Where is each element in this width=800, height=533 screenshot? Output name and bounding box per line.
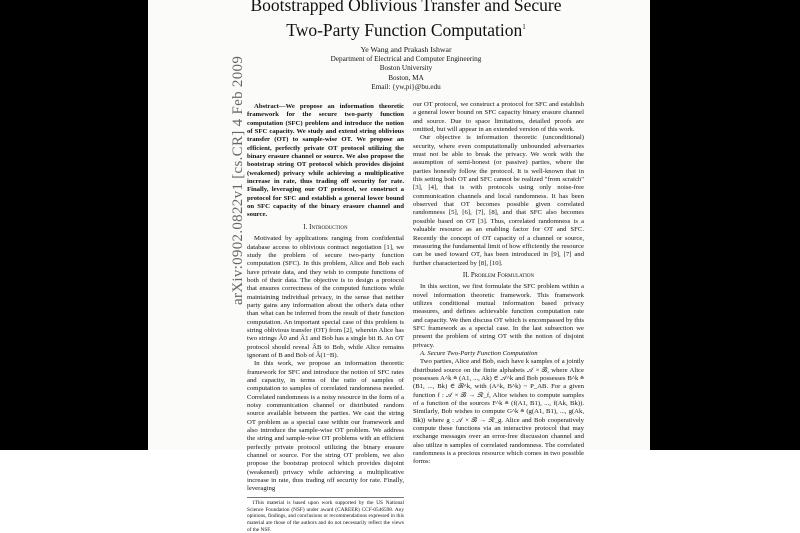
authors: Ye Wang and Prakash Ishwar	[360, 45, 452, 54]
column-left	[247, 103, 404, 533]
affiliation-city: Boston, MA	[388, 73, 424, 82]
formulation-paragraph-1: In this section, we first formulate the SFC problem within a novel information theoretic framework. This framework utilizes conditional mutual information based privacy measures, and defines achievable function computation rate and capacity. We then discuss OT which is encompassed by this SFC framework as a special case. In the last subsection we present the problem of string OT with the notion of disjoint privacy.	[413, 283, 584, 349]
footnote: 1This material is based upon work supported by the US National Science Foundation (NSF) under award (CAREER) CCF-0546598. Any opinions, findings, and conclusions or recommendations expressed in this material are those of the authors and do not necessarily reflect the views of the NSF.	[247, 497, 404, 533]
formulation-paragraph-2: Two parties, Alice and Bob, each have k samples of a jointly distributed source on the finite alphabets 𝒜 × ℬ, where Alice possesses A^k ≜ (A1, ..., Ak) ∈ 𝒜^k and Bob possesses B^k ≜ (B1, ..., Bk) ∈ ℬ^k, with (A^k, B^k) ~ P_AB. For a given function f : 𝒜 × ℬ → ℛ_f, Alice wishes to compute samples of a function of the sources F^k ≜ (f(A1, B1), ..., f(Ak, Bk)). Similarly, Bob wishes to compute G^k ≜ (g(A1, B1), ..., g(Ak, Bk)) where g : 𝒜 × ℬ → ℛ_g. Alice and Bob cooperatively compute these functions via an interactive protocol that may exchange messages over an error-free discussion channel and also utilize n samples of correlated randomness. The correlated randomness is a precious resource which comes in two possible forms:	[413, 358, 584, 466]
paper-title	[238, 0, 574, 41]
left-letterbox	[0, 0, 148, 450]
title-line-2: Two-Party Function Computation	[286, 19, 523, 40]
section-2-heading: II. Problem Formulation	[462, 271, 535, 279]
intro-paragraph-2: In this work, we propose an information theoretic framework for SFC and introduce the notion of SFC rates and capacity, in terms of the ratio of samples of computation to samples of correlated randomness needed. Correlated randomness is a noisy resource in the form of a noisy communication channel or distributed random source available between the parties. We cast the string OT problem as a special case within our framework and also introduce the sample-wise OT problem. We address the string and sample-wise OT problems with an efficient perfectly private protocol utilizing the binary erasure channel or source. For the string OT problem, we also propose the bootstrap protocol which provides disjoint (weakened) privacy while achieving a multiplicative increase in rate, thus trading off security for rate. Finally, leveraging	[247, 360, 404, 493]
arxiv-id: arXiv:0902.0822v1 [cs.CR] 4 Feb 2009	[230, 55, 246, 305]
column-right	[413, 101, 584, 467]
subsection-a-heading: A. Secure Two-Party Function Computation	[420, 349, 538, 357]
abstract: Abstract—We propose an information theoretic framework for the secure two-party function computation (SFC) problem and introduce the notion of SFC capacity. We study and extend string oblivious transfer (OT) to sample-wise OT. We propose an efficient, perfectly private OT protocol utilizing the binary erasure channel or source. We also propose the bootstrap string OT protocol which provides disjoint (weakened) privacy while achieving a multiplicative increase in rate, thus trading off security for rate. Finally, leveraging our OT protocol, we construct a protocol for SFC and establish a general lower bound on SFC capacity of the binary erasure channel and source.	[247, 103, 404, 219]
intro-paragraph-3: our OT protocol, we construct a protocol for SFC and establish a general lower bound on SFC capacity binary erasure channel and source. Due to space limitations, detailed proofs are omitted, but will appear in an extended version of this work.	[413, 101, 584, 134]
title-line-1: Bootstrapped Oblivious Transfer and Secure	[250, 0, 562, 15]
right-letterbox	[650, 0, 800, 450]
affiliation-univ: Boston University	[379, 64, 433, 73]
title-footnote-mark: 1	[522, 23, 526, 31]
title-line-2-wrap	[238, 16, 574, 41]
author-email: Email: {yw,pi}@bu.edu	[371, 83, 441, 92]
author-block	[238, 45, 574, 93]
arxiv-stamp	[216, 55, 246, 305]
intro-paragraph-1: Motivated by applications ranging from confidential database access to oblivious contract negotiation [1], we study the problem of secure two-party function computation (SFC). In this problem, Alice and Bob each have private data, and they wish to compute functions of both of their data. The objective is to design a protocol that ensures correctness of the computed functions while maintaining individual privacy, in the sense that neither party gains any information about the other's data other than what can be inferred from the result of their function computation. An important special case of this problem is string oblivious transfer (OT) from [2], wherein Alice has two strings Â0 and Â1 and Bob has a single bit B. An OT protocol should reveal ÂB to Bob, while Alice remains ignorant of B and Bob of Â(1−B).	[247, 235, 404, 359]
intro-paragraph-4: Our objective is information theoretic (unconditional) security, where even computationally unbounded adversaries must not be able to break the privacy. We work with the assumption of semi-honest (or passive) parties, where the parties honestly follow the protocol. It is well-known that in this setting both OT and SFC cannot be realized "from scratch" [3], [4], that is with protocols using only noise-free communication channels and local randomness. It has been observed that OT becomes possible given correlated randomness [5], [6], [7], [8], and that SFC also becomes possible based on OT [3]. Thus, correlated randomness is a valuable resource as an enabling factor for OT and SFC. Recently the concept of OT capacity of a channel or source, measuring the fundamental limit of how efficiently the resource can be used toward OT, has been introduced in [9], [7] and further characterized by [8], [10].	[413, 134, 584, 267]
affiliation-dept: Department of Electrical and Computer Engineering	[330, 54, 482, 63]
section-1-heading: I. Introduction	[303, 223, 348, 231]
